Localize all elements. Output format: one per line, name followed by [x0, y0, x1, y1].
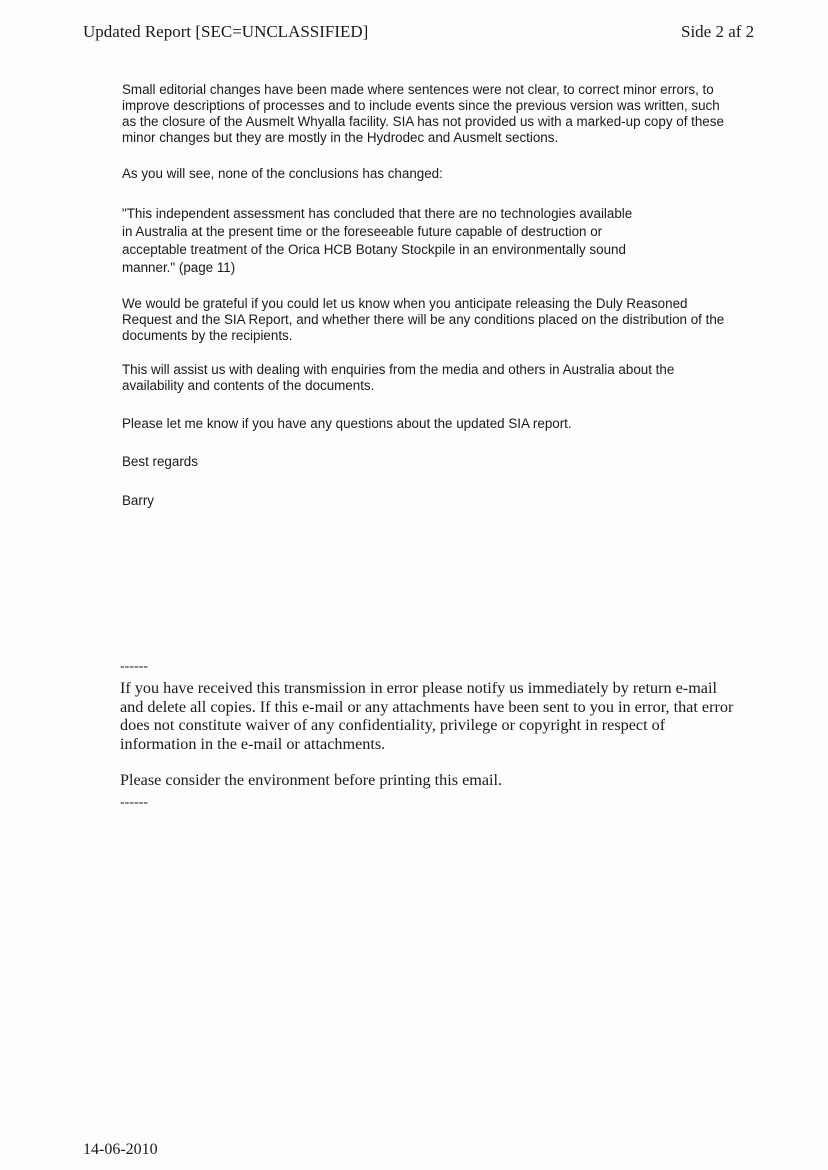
- paragraph-line: Please let me know if you have any questions about the updated SIA report.: [122, 416, 572, 431]
- paragraph-enquiries: [122, 362, 762, 394]
- disclaimer-line: and delete all copies. If this e-mail or any attachments have been sent to you in error, that error: [120, 697, 734, 716]
- disclaimer-line: does not constitute waiver of any confidentiality, privilege or copyright in respect of: [120, 716, 666, 734]
- paragraph-line: Small editorial changes have been made where sentences were not clear, to correct minor errors, to: [122, 82, 714, 97]
- paragraph-line: We would be grateful if you could let us know when you anticipate releasing the Duly Reasoned: [122, 296, 688, 311]
- paragraph-line: as the closure of the Ausmelt Whyalla facility. SIA has not provided us with a marked-up copy of these: [122, 114, 724, 129]
- disclaimer-line: If you have received this transmission in error please notify us immediately by return e-mail: [120, 679, 717, 697]
- environment-line: Please consider the environment before printing this email.: [120, 771, 503, 789]
- quote-line: in Australia at the present time or the foreseeable future capable of destruction or: [122, 224, 603, 239]
- footer-date: 14-06-2010: [83, 1141, 158, 1158]
- quote-line: acceptable treatment of the Orica HCB Botany Stockpile in an environmentally sound: [122, 242, 626, 257]
- paragraph-release-request: [122, 296, 762, 344]
- paragraph-questions: [122, 416, 762, 432]
- paragraph-line: improve descriptions of processes and to include events since the previous version was written, such: [122, 98, 720, 113]
- disclaimer-line: information in the e-mail or attachments.: [120, 734, 386, 753]
- closing-salutation: [122, 454, 762, 470]
- separator-bottom: ------: [120, 795, 148, 810]
- closing-line: Best regards: [122, 454, 198, 469]
- environment-note: [120, 771, 770, 790]
- paragraph-line: As you will see, none of the conclusions has changed:: [122, 166, 443, 181]
- quote-line: manner." (page 11): [122, 260, 236, 275]
- paragraph-line: This will assist us with dealing with enquiries from the media and others in Australia about the: [122, 362, 675, 377]
- signature-line: Barry: [122, 493, 154, 508]
- page-indicator: Side 2 af 2: [681, 22, 755, 41]
- disclaimer-text: [120, 679, 770, 753]
- paragraph-line: minor changes but they are mostly in the Hydrodec and Ausmelt sections.: [122, 130, 559, 145]
- paragraph-line: documents by the recipients.: [122, 328, 293, 343]
- signature-name: [122, 493, 762, 509]
- separator-top: ------: [120, 659, 148, 674]
- paragraph-line: availability and contents of the documents.: [122, 378, 375, 393]
- paragraph-conclusions-intro: [122, 166, 762, 182]
- paragraph-line: Request and the SIA Report, and whether there will be any conditions placed on the distribution of the: [122, 312, 725, 327]
- paragraph-editorial-changes: [122, 82, 762, 146]
- quoted-conclusion: [122, 205, 762, 277]
- report-title: Updated Report [SEC=UNCLASSIFIED]: [83, 22, 369, 41]
- quote-line: "This independent assessment has concluded that there are no technologies available: [122, 206, 633, 221]
